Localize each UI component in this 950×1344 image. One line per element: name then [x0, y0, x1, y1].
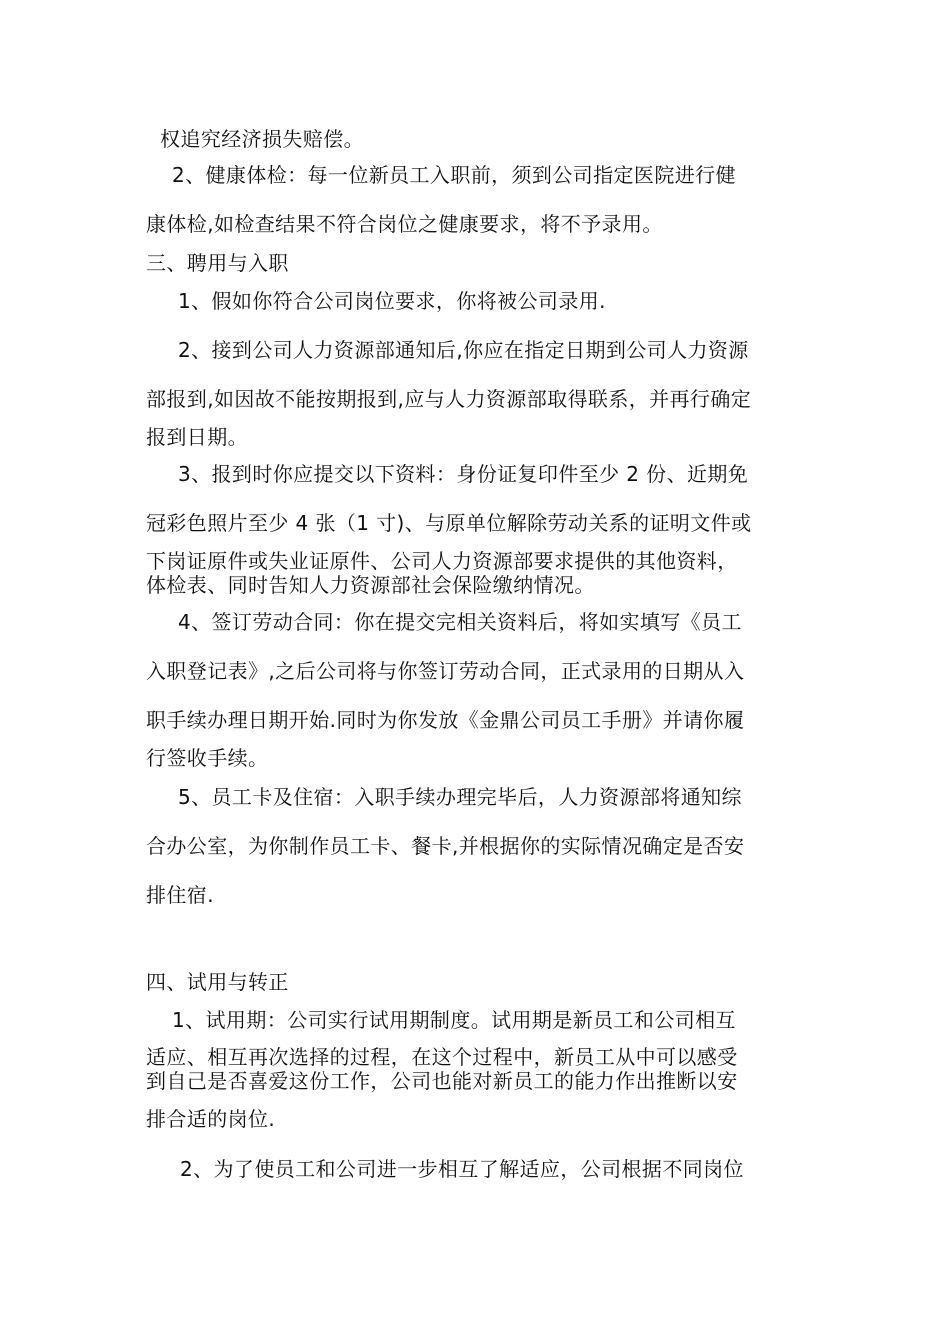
- text-line: 5、员工卡及住宿：入职手续办理完毕后，人力资源部将通知综: [178, 785, 742, 809]
- text-line: 4、签订劳动合同：你在提交完相关资料后，将如实填写《员工: [178, 610, 742, 634]
- text-line: 到自己是否喜爱这份工作，公司也能对新员工的能力作出推断以安: [146, 1069, 738, 1093]
- text-line: 排合适的岗位.: [146, 1107, 276, 1131]
- text-line: 下岗证原件或失业证原件、公司人力资源部要求提供的其他资料，: [146, 549, 738, 573]
- text-line: 体检表、同时告知人力资源部社会保险缴纳情况。: [146, 573, 595, 597]
- text-line: 康体检,如检查结果不符合岗位之健康要求，将不予录用。: [146, 212, 663, 236]
- text-line: 2、健康体检：每一位新员工入职前，须到公司指定医院进行健: [172, 163, 736, 187]
- text-line: 部报到,如因故不能按期报到,应与人力资源部取得联系，并再行确定: [146, 387, 752, 411]
- text-line: 3、报到时你应提交以下资料：身份证复印件至少 2 份、近期免: [178, 462, 749, 486]
- text-line: 合办公室，为你制作员工卡、餐卡,并根据你的实际情况确定是否安: [146, 834, 745, 858]
- text-line: 权追究经济损失赔偿。: [160, 127, 364, 151]
- text-line: 1、假如你符合公司岗位要求，你将被公司录用.: [178, 289, 606, 313]
- section-heading: 三、聘用与入职: [146, 251, 289, 275]
- text-line: 行签收手续。: [146, 746, 269, 770]
- section-heading: 四、试用与转正: [146, 970, 289, 994]
- text-line: 2、为了使员工和公司进一步相互了解适应，公司根据不同岗位: [180, 1157, 744, 1181]
- text-line: 报到日期。: [146, 425, 248, 449]
- text-line: 适应、相互再次选择的过程，在这个过程中，新员工从中可以感受: [146, 1045, 738, 1069]
- text-line: 职手续办理日期开始.同时为你发放《金鼎公司员工手册》并请你履: [146, 708, 745, 732]
- text-line: 2、接到公司人力资源部通知后,你应在指定日期到公司人力资源: [178, 338, 749, 362]
- text-line: 入职登记表》,之后公司将与你签订劳动合同，正式录用的日期从入: [146, 659, 745, 683]
- text-line: 冠彩色照片至少 4 张（1 寸)、与原单位解除劳动关系的证明文件或: [146, 511, 752, 535]
- text-line: 1、试用期：公司实行试用期制度。试用期是新员工和公司相互: [172, 1008, 736, 1032]
- text-line: 排住宿.: [146, 883, 214, 907]
